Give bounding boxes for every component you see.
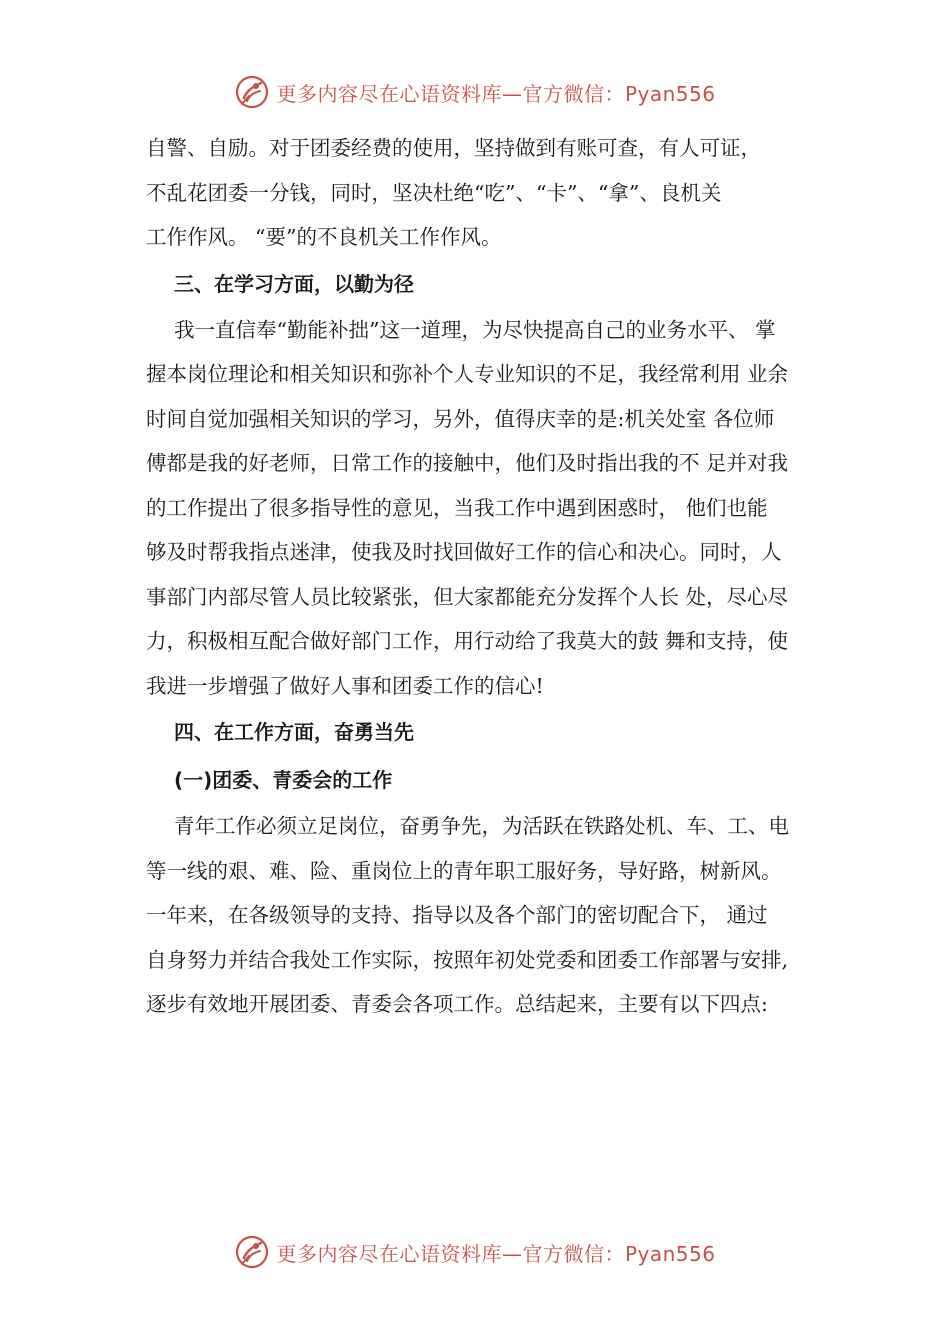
text-line: 事部门内部尽管人员比较紧张，但大家都能充分发挥个人长 处，尽心尽 (146, 584, 789, 609)
flower-seal-icon (234, 1234, 270, 1270)
text-line: 我一直信奉“勤能补拙”这一道理，为尽快提高自己的业务水平、 掌 (174, 317, 776, 342)
text-line: 傅都是我的好老师，日常工作的接触中，他们及时指出我的不 足并对我 (146, 451, 789, 475)
text-line: 青年工作必须立足岗位，奋勇争先，为活跃在铁路处机、车、工、电 (174, 814, 789, 838)
watermark-banner-top (0, 72, 950, 112)
document-body (146, 126, 826, 1027)
text-line: 不乱花团委一分钱，同时，坚决杜绝“吃”、“卡”、“拿”、良机关 (146, 180, 722, 205)
flower-seal-icon (234, 74, 270, 110)
text-line: 一年来，在各级领导的支持、指导以及各个部门的密切配合下， 通过 (146, 903, 768, 927)
text-line: 自身努力并结合我处工作实际，按照年初处党委和团委工作部署与安排, (146, 947, 789, 972)
text-line: 力，积极相互配合做好部门工作，用行动给了我莫大的鼓 舞和支持，使 (146, 629, 789, 653)
section-heading-study: 三、在学习方面，以勤为径 (174, 271, 414, 296)
watermark-text: 更多内容尽在心语资料库—官方微信：Pyan556 (276, 1241, 716, 1266)
text-line: 我进一步增强了做好人事和团委工作的信心! (146, 673, 544, 698)
text-line: 握本岗位理论和相关知识和弥补个人专业知识的不足，我经常利用 业余 (146, 362, 789, 386)
text-line: 时间自觉加强相关知识的学习，另外，值得庆幸的是:机关处室 各位师 (146, 406, 775, 431)
text-line: 等一线的艰、难、险、重岗位上的青年职工服好务，导好路，树新风。 (146, 858, 782, 883)
text-line: 逐步有效地开展团委、青委会各项工作。总结起来，主要有以下四点: (146, 992, 768, 1016)
watermark-banner-bottom (0, 1232, 950, 1272)
text-line: 够及时帮我指点迷津，使我及时找回做好工作的信心和决心。同时，人 (146, 540, 782, 564)
watermark-text: 更多内容尽在心语资料库—官方微信：Pyan556 (276, 81, 716, 106)
text-line: 自警、自励。对于团委经费的使用，坚持做到有账可查，有人可证， (146, 136, 761, 160)
section-heading-work: 四、在工作方面，奋勇当先 (174, 720, 414, 744)
text-line: 的工作提出了很多指导性的意见，当我工作中遇到困惑时， 他们也能 (146, 495, 768, 520)
subsection-heading-youth-league: (一)团委、青委会的工作 (174, 768, 393, 792)
text-line: 工作作风。 “要”的不良机关工作作风。 (146, 225, 502, 249)
